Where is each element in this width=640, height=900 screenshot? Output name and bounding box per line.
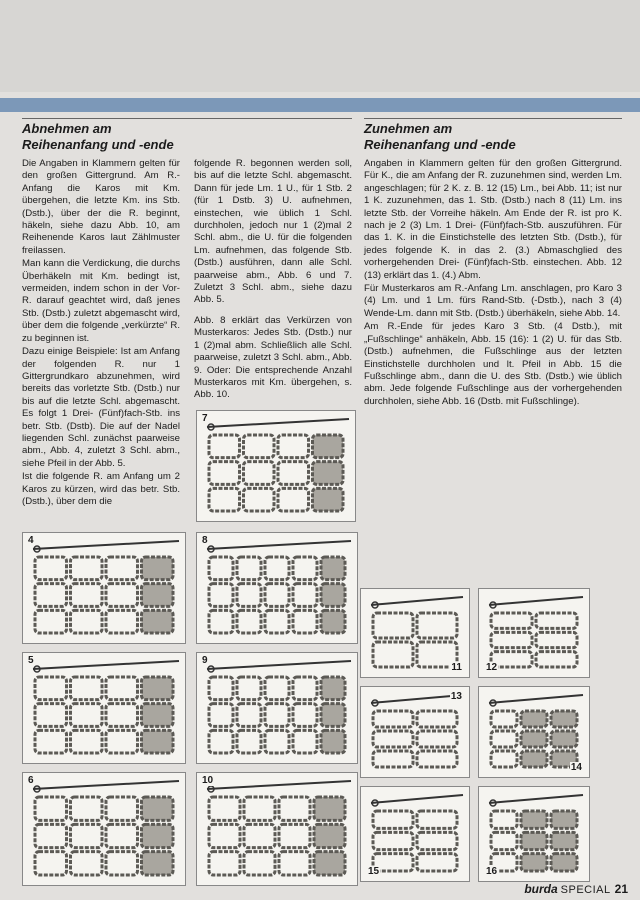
mesh-square [71,610,103,633]
figure-number: 4 [28,535,34,546]
mesh-square [293,677,317,700]
mesh-square [293,730,317,753]
paragraph: Man kann die Verdickung, die durchs Überhäkeln mit Km. bedingt ist, vermeiden, indem schon in der Vor-R. darauf geachtet wird, daß jenes Stb. (Dstb.) zuletzt abgemascht wird, über dem die folgende „verkürzte“ R. zu beginnen ist. [22,258,180,344]
mesh-square [35,677,67,700]
mesh-square [142,824,174,847]
mesh-square [373,711,413,727]
mesh-square [265,584,289,607]
mesh-square [321,610,345,633]
mesh-square [71,584,103,607]
mesh-square [551,731,577,747]
mesh-square [209,730,233,753]
brand-logo: burda [524,882,558,896]
mesh-square [71,797,103,820]
mesh-square [521,711,547,727]
mesh-square [35,610,67,633]
mesh-square [35,824,67,847]
crochet-hook [207,419,349,427]
top-margin [0,0,640,92]
section-heading-increase: Zunehmen am Reihenanfang und -ende [364,121,516,152]
mesh-square [237,610,261,633]
mesh-square [551,832,577,849]
mesh-square [314,852,345,875]
mesh-square [71,730,103,753]
mesh-square [278,488,309,511]
mesh-square [521,731,547,747]
mesh-square [244,462,275,485]
figure-number: 8 [202,535,208,546]
mesh-square [35,557,67,580]
mesh-square [536,632,577,647]
mesh-square [106,677,138,700]
mesh-square [209,488,240,511]
figure-7 [196,410,356,522]
mesh-square [237,557,261,580]
figure-number: 9 [202,655,208,666]
mesh-square [313,435,344,458]
mesh-square [209,852,240,875]
mesh-square [551,854,577,871]
mesh-square [321,704,345,727]
mesh-square [314,824,345,847]
mesh-square [142,677,174,700]
crochet-hook [489,695,583,703]
mesh-square [321,584,345,607]
right-rule [364,118,622,119]
figure-number: 10 [202,775,214,786]
page-footer [524,882,628,896]
crochet-diagram [197,411,355,521]
mesh-square [265,677,289,700]
mesh-square [71,824,103,847]
mesh-square [278,462,309,485]
mesh-square [417,751,457,767]
mesh-square [106,824,138,847]
mesh-square [71,852,103,875]
paragraph: Dazu einige Beispiele: Ist am Anfang der folgenden R. nur 1 Gittergrundkaro abzunehmen, wird bereits das vorletzte Stb. (Dstb.) nur bis auf die letzte Schl. abgemascht. Es folgt 1 Drei- (Fünf)fach-Stb. ins betr. Stb. (Dstb). Die auf der Nadel liegenden Schl. zunächst paarweise abm., Abb. 4, zuletzt 3 Schl. abm., siehe Pfeil in der Abb. 5. [22,346,180,469]
mesh-square [373,832,413,849]
mesh-square [142,852,174,875]
crochet-diagram [197,773,357,885]
mesh-square [237,730,261,753]
crochet-diagram [23,533,185,643]
crochet-hook [489,795,583,803]
mesh-square [321,730,345,753]
figure-number: 12 [486,662,498,673]
mesh-square [209,797,240,820]
mesh-square [237,677,261,700]
mesh-square [265,704,289,727]
crochet-diagram [23,773,185,885]
paragraph: Am R.-Ende für jedes Karo 3 Stb. (4 Dstb.), mit „Fußschlinge“ anhäkeln, Abb. 15 (16): 1 (2) U. für das Stb. (Dstb.) aufnehmen, die Fußschlinge aus der letzten Einstichstelle durchholen und lt. Pfeil in Abb. 15 die Fußschlinge abm., dann die U. des Stb. (Dstb.) wie üblich abm. Jede folgende Fußschlinge aus der vorhergehenden durchholen, siehe Abb. 16 (Dstb. mit Fußschlinge). [364,321,622,407]
crochet-hook [207,781,351,789]
crochet-hook [371,597,463,605]
mesh-square [209,462,240,485]
mesh-square [71,677,103,700]
figure-number: 6 [28,775,34,786]
mesh-square [373,811,413,828]
mesh-square [244,824,275,847]
mesh-square [293,557,317,580]
mesh-square [417,811,457,828]
mesh-square [71,557,103,580]
header-band [0,98,640,112]
figure-11 [360,588,470,678]
mesh-square [373,642,413,667]
mesh-square [142,797,174,820]
mesh-square [244,852,275,875]
mesh-square [521,832,547,849]
mesh-square [209,584,233,607]
figure-number: 7 [202,413,208,424]
figure-6 [22,772,186,886]
mesh-square [106,852,138,875]
magazine-series: SPECIAL [560,884,611,896]
figure-15 [360,786,470,882]
decrease-column-2 [194,158,352,403]
mesh-square [279,797,310,820]
mesh-square [142,704,174,727]
mesh-square [209,610,233,633]
figure-5 [22,652,186,764]
mesh-square [35,730,67,753]
mesh-square [237,704,261,727]
increase-column [364,158,622,409]
mesh-square [279,824,310,847]
figure-number: 16 [486,866,498,877]
figure-9 [196,652,358,764]
mesh-square [491,751,517,767]
mesh-square [417,711,457,727]
crochet-hook [33,541,179,549]
mesh-square [491,731,517,747]
mesh-square [491,613,532,628]
mesh-square [551,811,577,828]
paragraph: folgende R. begonnen werden soll, bis auf die letzte Schl. abgemascht. Dann für jede Lm. 1 U., für 1 Stb. 2 (für 1 Dstb. 3) U. aufnehmen, einstechen, wie üblich 1 Schl. durchholen, jedoch nur 1 (2)mal 2 Schl. abm., die U. für die folgenden Lm. aufnehmen, das folgende Stb. (Dstb.) ausführen, dann alle Schl. paarweise abm., Abb. 6 und 7. Zuletzt 3 Schl. abm., siehe dazu Abb. 5. [194,158,352,306]
paragraph: Abb. 8 erklärt das Verkürzen von Musterkaros: Jedes Stb. (Dstb.) nur 1 (2)mal abm. Schließlich alle Schl. paarweise, zuletzt 3 Schl. abm., Abb. 9. Oder: Die entsprechende Anzahl Musterkaros mit Km. übergehen, s. Abb. 10. [194,314,352,401]
mesh-square [35,704,67,727]
mesh-square [237,584,261,607]
mesh-square [106,704,138,727]
crochet-hook [207,541,351,549]
mesh-square [209,824,240,847]
mesh-square [265,730,289,753]
mesh-square [142,584,174,607]
page-number: 21 [614,882,628,896]
paragraph: Für Musterkaros am R.-Anfang Lm. anschlagen, pro Karo 3 (4) Lm. und 1 Lm. fürs Rand-Stb. (-Dstb.), nach 3 (4) Wende-Lm. dann mit Stb. (Dstb.) überhäkeln, siehe Abb. 14. [364,283,622,319]
mesh-square [209,704,233,727]
mesh-square [417,832,457,849]
mesh-square [373,731,413,747]
figure-number: 15 [368,866,380,877]
mesh-square [417,731,457,747]
mesh-square [417,854,457,871]
mesh-square [209,435,240,458]
mesh-square [293,584,317,607]
mesh-square [209,557,233,580]
crochet-diagram [23,653,185,763]
mesh-square [321,677,345,700]
mesh-square [321,557,345,580]
mesh-square [536,613,577,628]
decrease-column-1 [22,158,180,509]
mesh-square [209,677,233,700]
mesh-square [106,610,138,633]
mesh-square [279,852,310,875]
mesh-square [71,704,103,727]
mesh-square [521,811,547,828]
mesh-square [35,852,67,875]
mesh-square [491,811,517,828]
figure-12 [478,588,590,678]
mesh-square [278,435,309,458]
crochet-hook [207,661,351,669]
mesh-square [293,704,317,727]
mesh-square [35,584,67,607]
crochet-diagram [197,653,357,763]
figure-16 [478,786,590,882]
mesh-square [142,610,174,633]
mesh-square [551,711,577,727]
crochet-hook [371,795,463,803]
left-rule [22,118,352,119]
mesh-square [293,610,317,633]
crochet-diagram [197,533,357,643]
mesh-square [265,557,289,580]
paragraph: Angaben in Klammern gelten für den großen Gittergrund. Für K., die am Anfang der R. zuzunehmen sind, werden Lm. angeschlagen; für 2 K. z. B. 12 (15) Lm., bei Abb. 11; ist nur 1 K. zuzunehmen, das 1. Stb. (Dstb.) nach 8 (11) Lm. ins letzte Stb. der Vorreihe häkeln. Am Ende der R. ist pro K. nach je 2 (3) Lm. 1 Drei- (Fünf)fach-Stb. auszuführen. Für das 1. K. in die Einstichstelle des letzten Stb. (Dstb.), für jedes folgende K. in das 2. (3.) Abmaschglied des vorhergehenden Drei- (Fünf)fach-Stb. einstechen. Abb. 12 (13) erklärt das 1. (4.) Abm. [364,158,622,281]
crochet-hook [33,781,179,789]
paragraph: Die Angaben in Klammern gelten für den großen Gittergrund. Am R.-Anfang die Karos mit Km. übergehen, die letzte Km. ins Stb. (Dstb.), über der die R. beginnt, häkeln, siehe dazu Abb. 10, am Reihenende Karos laut Zählmuster freilassen. [22,158,180,256]
mesh-square [521,854,547,871]
mesh-square [313,488,344,511]
figure-number: 13 [450,691,462,702]
mesh-square [373,751,413,767]
mesh-square [491,632,532,647]
mesh-square [417,613,457,638]
mesh-square [536,652,577,667]
mesh-square [491,832,517,849]
mesh-square [106,557,138,580]
mesh-square [244,435,275,458]
figure-number: 5 [28,655,34,666]
mesh-square [142,557,174,580]
crochet-hook [33,661,179,669]
mesh-square [142,730,174,753]
section-heading-decrease: Abnehmen am Reihenanfang und -ende [22,121,174,152]
mesh-square [313,462,344,485]
mesh-square [265,610,289,633]
figure-10 [196,772,358,886]
mesh-square [521,751,547,767]
figure-number: 11 [451,662,462,673]
mesh-square [106,797,138,820]
mesh-square [244,797,275,820]
paragraph: Ist die folgende R. am Anfang um 2 Karos zu kürzen, wird das betr. Stb. (Dstb.), über dem die [22,471,180,507]
mesh-square [106,730,138,753]
figure-13 [360,686,470,778]
figure-4 [22,532,186,644]
mesh-square [491,711,517,727]
figure-8 [196,532,358,644]
mesh-square [373,613,413,638]
figure-number: 14 [570,762,582,773]
mesh-square [106,584,138,607]
mesh-square [314,797,345,820]
mesh-square [244,488,275,511]
crochet-hook [489,597,583,605]
mesh-square [35,797,67,820]
figure-14 [478,686,590,778]
